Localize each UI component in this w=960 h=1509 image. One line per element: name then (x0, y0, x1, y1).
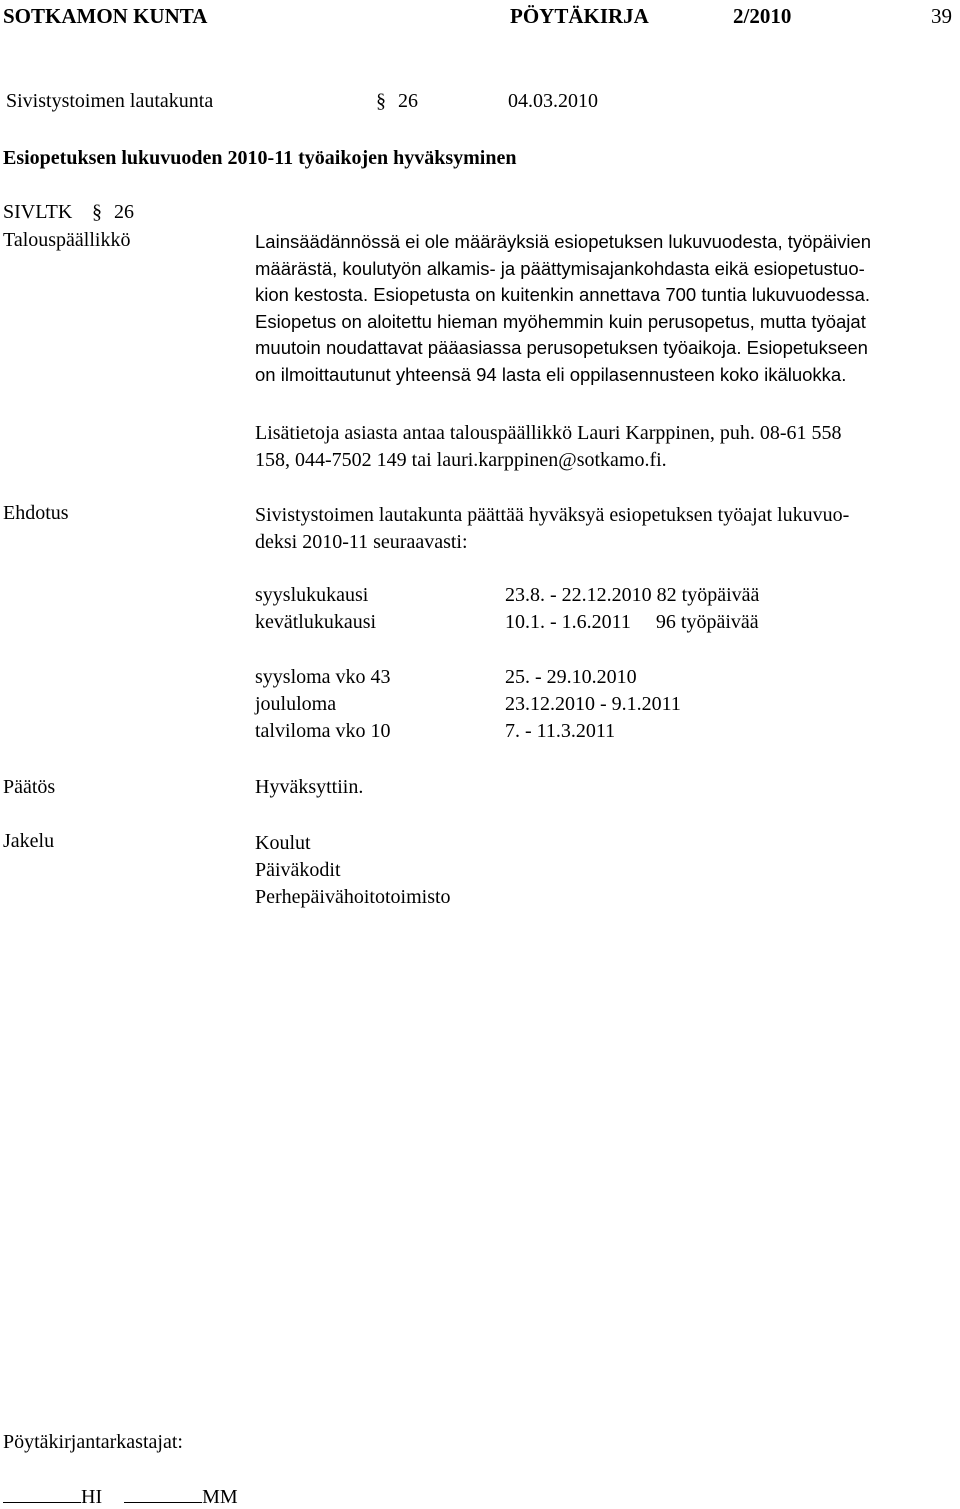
text-line: muutoin noudattavat pääasiassa perusopetuksen työaikoja. Esiopetukseen (255, 337, 868, 358)
text-line: kion kestosta. Esiopetusta on kuitenkin annettava 700 tuntia lukuvuodessa. (255, 284, 871, 305)
section-symbol: § (376, 90, 386, 112)
decision-text: Hyväksyttiin. (255, 776, 364, 798)
page-number: 39 (931, 4, 952, 28)
presenter-text (255, 229, 871, 388)
holiday-name: joululoma (255, 693, 337, 715)
signature-underline (3, 1484, 81, 1503)
meeting-section: 26 (398, 90, 418, 112)
contact-text (255, 420, 842, 473)
document-type: PÖYTÄKIRJA (510, 4, 649, 28)
holiday-value: 25. - 29.10.2010 (505, 666, 637, 688)
signature-underline (124, 1484, 202, 1503)
decision-label: Päätös (3, 776, 56, 798)
term-name: kevätlukukausi (255, 611, 377, 633)
ref-section: 26 (114, 201, 134, 223)
proposal-label: Ehdotus (3, 502, 69, 524)
text-line: Esiopetus on aloitettu hieman myöhemmin kuin perusopetus, mutta työajat (255, 310, 866, 332)
text-line: määrästä, koulutyön alkamis- ja päättymisajankohdasta eikä esiopetustuo- (255, 257, 865, 279)
holiday-value: 23.12.2010 - 9.1.2011 (505, 693, 681, 715)
distribution-list (255, 830, 451, 911)
document-number: 2/2010 (733, 4, 792, 28)
holiday-name: talviloma vko 10 (255, 720, 391, 742)
presenter-label: Talouspäällikkö (3, 229, 131, 251)
text-line: 158, 044-7502 149 tai lauri.karppinen@sotkamo.fi. (255, 448, 667, 471)
list-item: Koulut (255, 832, 311, 854)
meeting-date: 04.03.2010 (508, 90, 598, 112)
signature-initials-1: HI (81, 1486, 103, 1508)
signature-initials-2: MM (202, 1486, 238, 1508)
municipality-name: SOTKAMON KUNTA (3, 4, 208, 28)
term-value: 23.8. - 22.12.2010 82 työpäivää (505, 584, 760, 606)
ref-section-symbol: § (92, 201, 102, 223)
page-title: Esiopetuksen lukuvuoden 2010-11 työaikojen hyväksyminen (3, 147, 517, 169)
distribution-label: Jakelu (3, 830, 55, 852)
list-item: Päiväkodit (255, 859, 341, 881)
holiday-name: syysloma vko 43 (255, 666, 391, 688)
ref-code: SIVLTK (3, 201, 73, 223)
list-item: Perhepäivähoitotoimisto (255, 886, 451, 908)
term-name: syyslukukausi (255, 584, 369, 606)
text-line: deksi 2010-11 seuraavasti: (255, 530, 468, 553)
proposal-text (255, 502, 849, 555)
text-line: Lisätietoja asiasta antaa talouspäällikkö Lauri Karppinen, puh. 08-61 558 (255, 422, 842, 444)
meeting-body: Sivistystoimen lautakunta (6, 90, 214, 112)
text-line: on ilmoittautunut yhteensä 94 lasta eli oppilasennusteen koko ikäluokka. (255, 363, 847, 385)
text-line: Lainsäädännössä ei ole määräyksiä esiopetuksen lukuvuodesta, työpäivien (255, 231, 872, 252)
signature-line (3, 1484, 238, 1509)
text-line: Sivistystoimen lautakunta päättää hyväksyä esiopetuksen työajat lukuvuo- (255, 504, 850, 526)
term-value: 10.1. - 1.6.2011 96 työpäivää (505, 611, 759, 633)
holiday-value: 7. - 11.3.2011 (505, 720, 616, 742)
signatures-label: Pöytäkirjantarkastajat: (3, 1431, 183, 1453)
